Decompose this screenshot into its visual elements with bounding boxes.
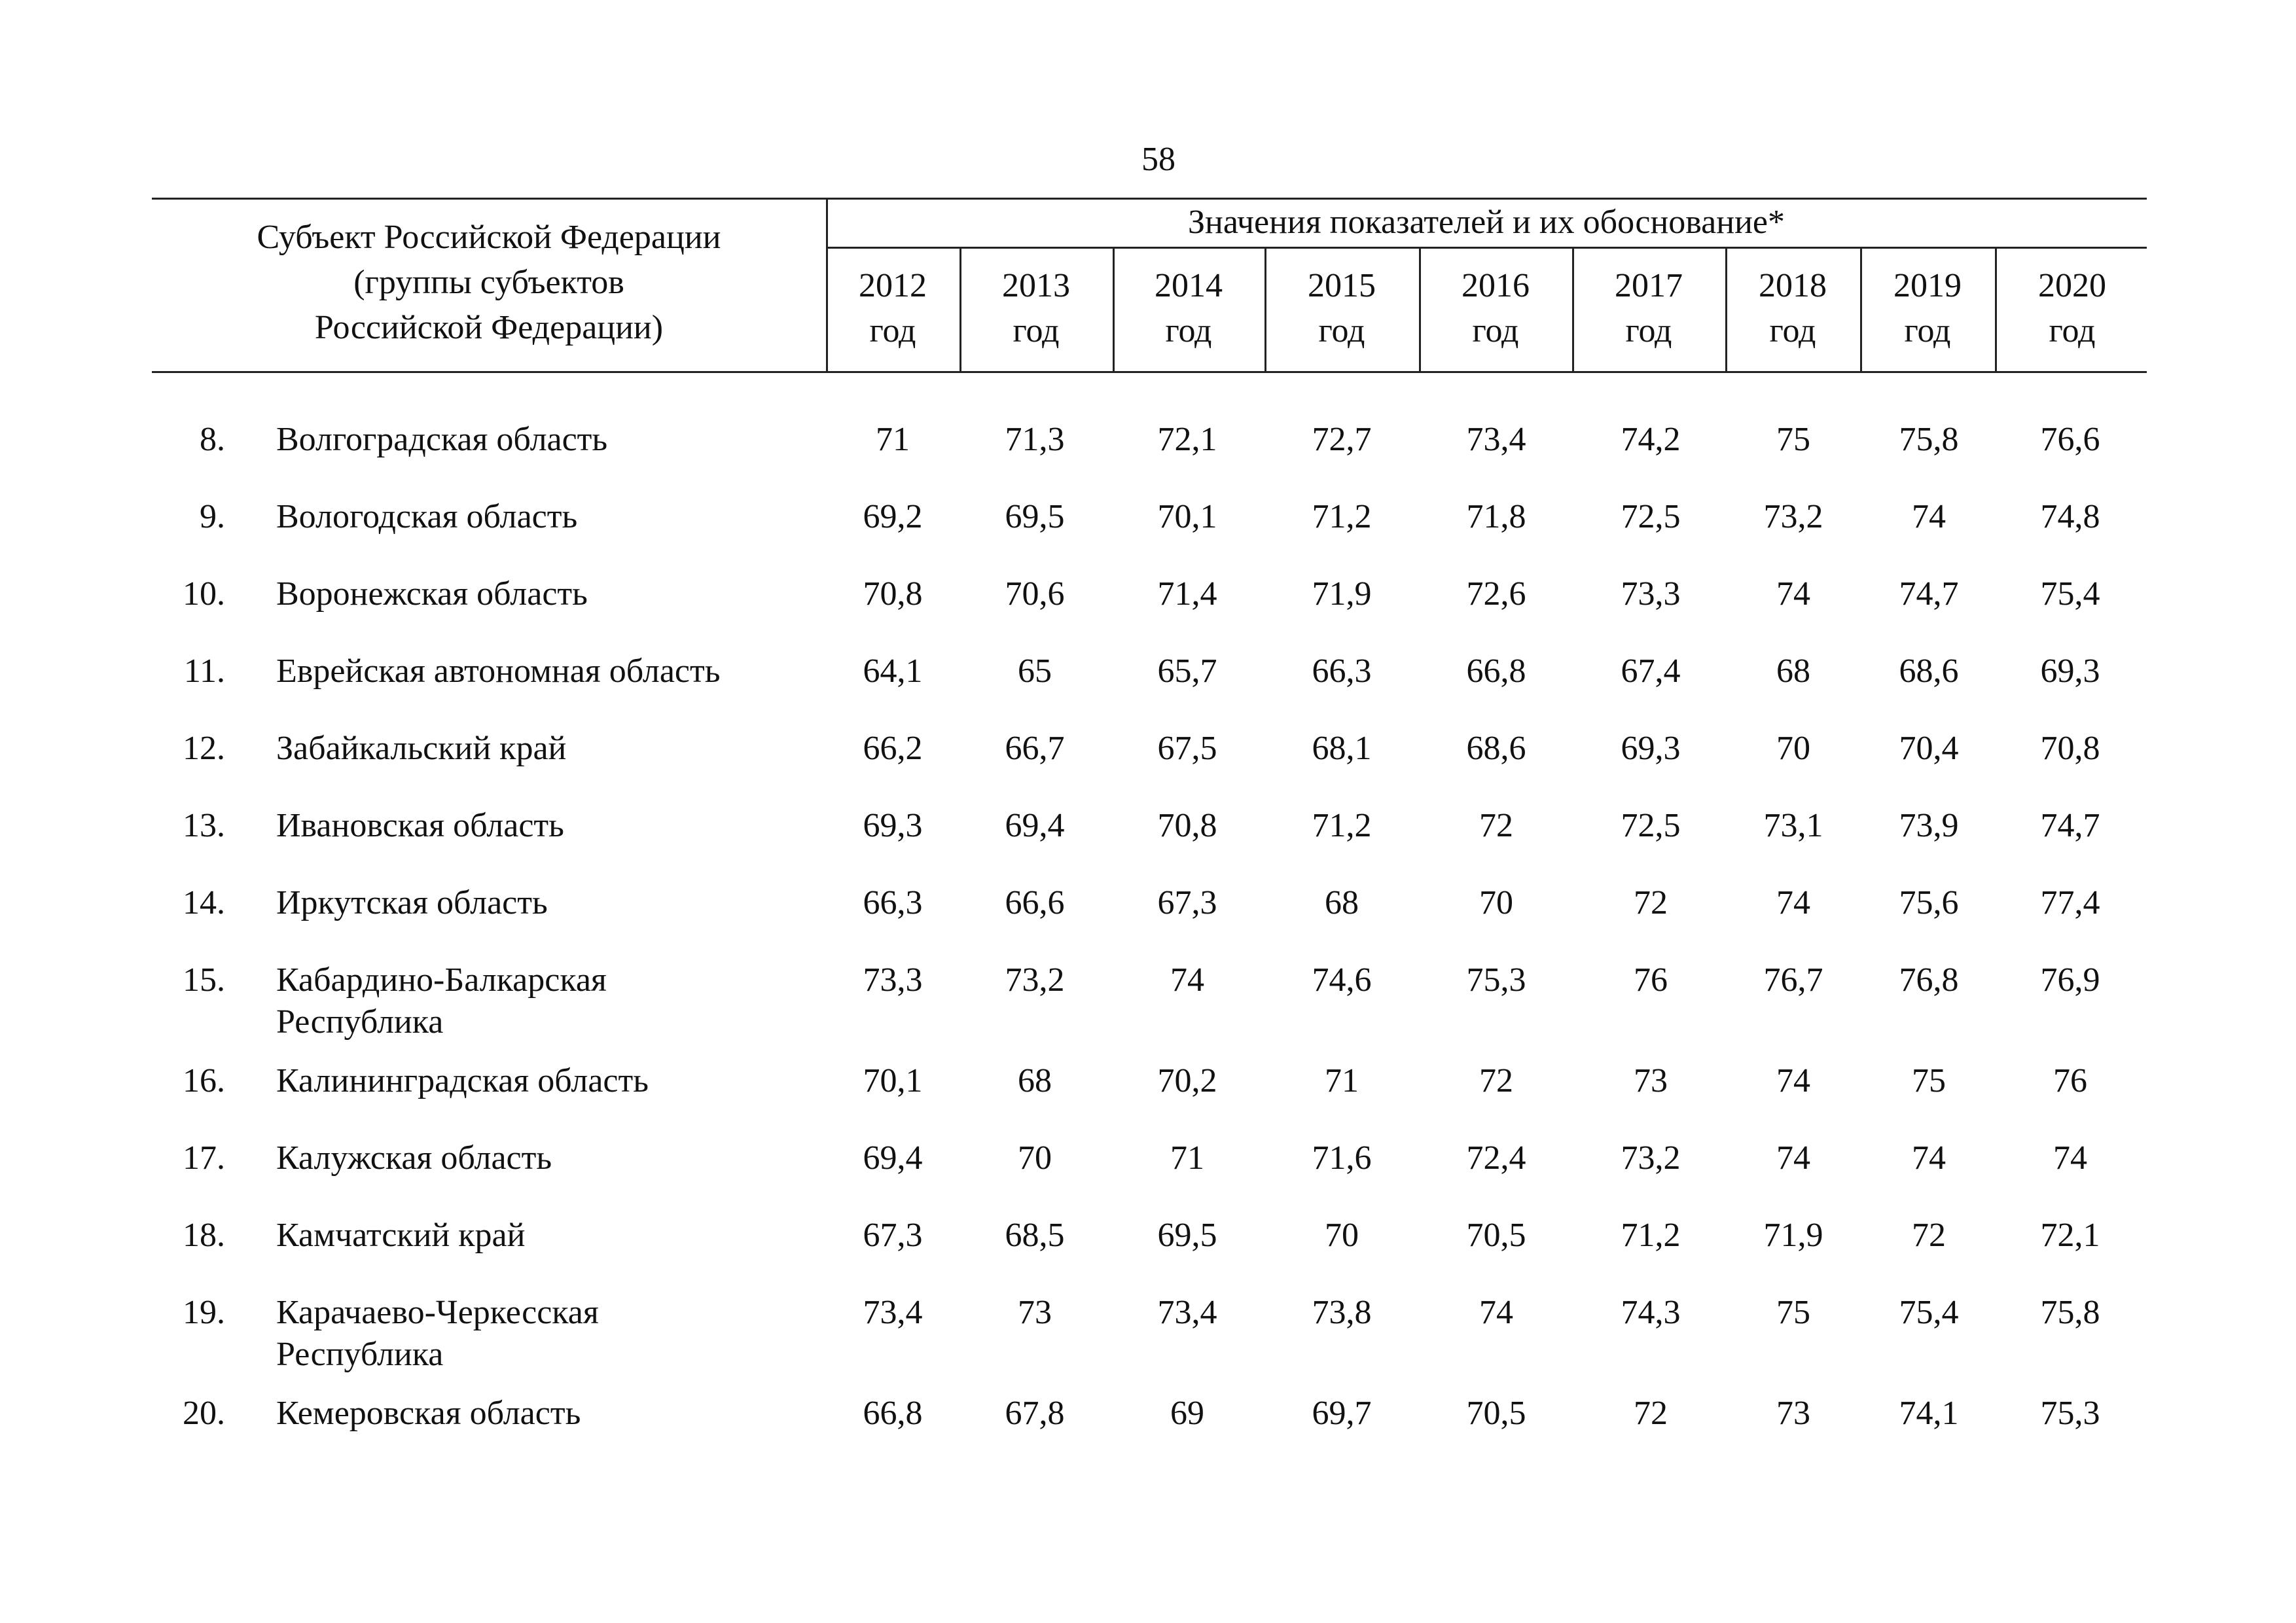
year-header-cell bbox=[1575, 263, 1723, 353]
table-top-rule bbox=[152, 198, 2147, 200]
subject-name bbox=[276, 651, 819, 692]
year-label: 2012 bbox=[859, 267, 927, 304]
value-cell: 73 bbox=[1776, 1395, 1810, 1432]
subject-name bbox=[276, 496, 819, 538]
value-cell: 73,4 bbox=[1466, 421, 1526, 458]
row-number: 17. bbox=[183, 1139, 225, 1177]
column-divider bbox=[1572, 247, 1574, 371]
value-cell: 71 bbox=[1325, 1062, 1359, 1099]
year-label: 2019 bbox=[1893, 267, 1962, 304]
row-number: 13. bbox=[183, 807, 225, 844]
value-cell: 72 bbox=[1479, 1062, 1513, 1099]
value-cell: 71,4 bbox=[1157, 575, 1217, 613]
subject-name-line: Вологодская область bbox=[276, 498, 578, 535]
value-cell: 66,6 bbox=[1005, 884, 1065, 921]
year-unit: год bbox=[869, 312, 916, 349]
value-cell: 73,2 bbox=[1621, 1139, 1681, 1177]
value-cell: 68,6 bbox=[1899, 652, 1959, 690]
value-cell: 70,8 bbox=[1157, 807, 1217, 844]
year-label: 2016 bbox=[1462, 267, 1530, 304]
value-cell: 75,3 bbox=[2040, 1395, 2100, 1432]
subject-name bbox=[276, 882, 819, 924]
value-cell: 73 bbox=[1018, 1294, 1052, 1331]
value-cell: 69,5 bbox=[1005, 498, 1065, 535]
year-label: 2018 bbox=[1759, 267, 1827, 304]
value-cell: 72 bbox=[1634, 1395, 1668, 1432]
value-cell: 75,3 bbox=[1466, 961, 1526, 999]
header-line: (группы субъектов bbox=[353, 264, 624, 301]
year-header-cell bbox=[829, 263, 957, 353]
subject-name-line: Волгоградская область bbox=[276, 421, 608, 458]
year-header-cell bbox=[1863, 263, 1992, 353]
subject-name bbox=[276, 1215, 819, 1257]
value-cell: 73,2 bbox=[1763, 498, 1823, 535]
row-number: 14. bbox=[183, 884, 225, 921]
value-cell: 76,6 bbox=[2040, 421, 2100, 458]
year-unit: год bbox=[1165, 312, 1212, 349]
subject-name-line: Кемеровская область bbox=[276, 1395, 581, 1432]
value-cell: 71,3 bbox=[1005, 421, 1065, 458]
value-cell: 75 bbox=[1776, 1294, 1810, 1331]
value-cell: 72,6 bbox=[1466, 575, 1526, 613]
value-cell: 75 bbox=[1776, 421, 1810, 458]
row-number: 9. bbox=[200, 498, 225, 535]
value-cell: 73,2 bbox=[1005, 961, 1065, 999]
value-cell: 72 bbox=[1479, 807, 1513, 844]
value-cell: 67,5 bbox=[1157, 730, 1217, 767]
year-header-cell bbox=[1115, 263, 1262, 353]
value-cell: 70,6 bbox=[1005, 575, 1065, 613]
subject-name bbox=[276, 805, 819, 847]
value-cell: 77,4 bbox=[2040, 884, 2100, 921]
subject-name-line: Еврейская автономная область bbox=[276, 652, 721, 690]
value-cell: 73,8 bbox=[1312, 1294, 1372, 1331]
subject-column-header bbox=[152, 215, 826, 350]
subject-name-line: Ивановская область bbox=[276, 807, 564, 844]
year-unit: год bbox=[1625, 312, 1672, 349]
subject-name-line: Республика bbox=[276, 1003, 444, 1041]
value-cell: 70,1 bbox=[863, 1062, 923, 1099]
value-cell: 76,9 bbox=[2040, 961, 2100, 999]
year-unit: год bbox=[1472, 312, 1519, 349]
value-cell: 65,7 bbox=[1157, 652, 1217, 690]
column-divider bbox=[1995, 247, 1997, 371]
value-cell: 74,7 bbox=[1899, 575, 1959, 613]
value-cell: 72 bbox=[1634, 884, 1668, 921]
value-cell: 72 bbox=[1912, 1217, 1946, 1254]
value-cell: 66,7 bbox=[1005, 730, 1065, 767]
year-unit: год bbox=[1318, 312, 1365, 349]
row-number: 20. bbox=[183, 1395, 225, 1432]
subject-name bbox=[276, 728, 819, 770]
subject-name bbox=[276, 1292, 819, 1376]
row-number: 11. bbox=[183, 652, 225, 690]
value-cell: 67,4 bbox=[1621, 652, 1681, 690]
year-label: 2017 bbox=[1615, 267, 1683, 304]
year-header-cell bbox=[1998, 263, 2147, 353]
row-number: 16. bbox=[183, 1062, 225, 1099]
subject-name-line: Камчатский край bbox=[276, 1217, 526, 1254]
value-cell: 66,3 bbox=[863, 884, 923, 921]
value-cell: 70,5 bbox=[1466, 1395, 1526, 1432]
subject-name bbox=[276, 1137, 819, 1179]
row-number: 15. bbox=[183, 961, 225, 999]
value-cell: 74 bbox=[1912, 498, 1946, 535]
value-cell: 74,6 bbox=[1312, 961, 1372, 999]
value-cell: 69,5 bbox=[1157, 1217, 1217, 1254]
value-cell: 71,9 bbox=[1312, 575, 1372, 613]
value-cell: 73,1 bbox=[1763, 807, 1823, 844]
value-cell: 71 bbox=[876, 421, 910, 458]
value-cell: 74,1 bbox=[1899, 1395, 1959, 1432]
value-cell: 71,2 bbox=[1621, 1217, 1681, 1254]
value-cell: 68,6 bbox=[1466, 730, 1526, 767]
value-cell: 74,7 bbox=[2040, 807, 2100, 844]
value-cell: 73,4 bbox=[1157, 1294, 1217, 1331]
value-cell: 68 bbox=[1776, 652, 1810, 690]
value-cell: 74 bbox=[2053, 1139, 2087, 1177]
row-number: 19. bbox=[183, 1294, 225, 1331]
value-cell: 66,3 bbox=[1312, 652, 1372, 690]
value-cell: 76,8 bbox=[1899, 961, 1959, 999]
value-cell: 71,8 bbox=[1466, 498, 1526, 535]
table-header-bottom-rule bbox=[152, 371, 2147, 373]
value-cell: 75,8 bbox=[2040, 1294, 2100, 1331]
subject-name-line: Кабардино-Балкарская bbox=[276, 961, 607, 999]
year-unit: год bbox=[2049, 312, 2096, 349]
subject-name bbox=[276, 959, 819, 1043]
year-unit: год bbox=[1904, 312, 1951, 349]
value-cell: 69,3 bbox=[2040, 652, 2100, 690]
subject-name-line: Калужская область bbox=[276, 1139, 552, 1177]
subject-name-line: Воронежская область bbox=[276, 575, 588, 613]
year-label: 2020 bbox=[2038, 267, 2106, 304]
value-cell: 74 bbox=[1170, 961, 1204, 999]
value-cell: 70,1 bbox=[1157, 498, 1217, 535]
value-cell: 76 bbox=[1634, 961, 1668, 999]
value-cell: 71 bbox=[1170, 1139, 1204, 1177]
value-cell: 75,6 bbox=[1899, 884, 1959, 921]
value-cell: 72,7 bbox=[1312, 421, 1372, 458]
value-cell: 75,4 bbox=[2040, 575, 2100, 613]
value-cell: 69,4 bbox=[863, 1139, 923, 1177]
subject-name-line: Карачаево-Черкесская bbox=[276, 1294, 599, 1331]
year-unit: год bbox=[1769, 312, 1816, 349]
column-divider bbox=[1265, 247, 1266, 371]
value-cell: 74,8 bbox=[2040, 498, 2100, 535]
value-cell: 75,8 bbox=[1899, 421, 1959, 458]
value-cell: 70,4 bbox=[1899, 730, 1959, 767]
row-number: 8. bbox=[200, 421, 225, 458]
values-group-header: Значения показателей и их обоснование* bbox=[1187, 204, 1785, 241]
column-divider bbox=[1860, 247, 1862, 371]
value-cell: 70,2 bbox=[1157, 1062, 1217, 1099]
value-cell: 66,2 bbox=[863, 730, 923, 767]
year-header-cell bbox=[1267, 263, 1416, 353]
value-cell: 67,3 bbox=[1157, 884, 1217, 921]
value-cell: 72,5 bbox=[1621, 498, 1681, 535]
year-label: 2015 bbox=[1308, 267, 1376, 304]
value-cell: 73,3 bbox=[1621, 575, 1681, 613]
values-header-rule bbox=[826, 247, 2147, 249]
year-unit: год bbox=[1013, 312, 1060, 349]
value-cell: 71,2 bbox=[1312, 807, 1372, 844]
value-cell: 74 bbox=[1776, 884, 1810, 921]
value-cell: 69 bbox=[1170, 1395, 1204, 1432]
year-header-cell bbox=[962, 263, 1110, 353]
value-cell: 70,8 bbox=[863, 575, 923, 613]
value-cell: 75 bbox=[1912, 1062, 1946, 1099]
value-cell: 73,4 bbox=[863, 1294, 923, 1331]
value-cell: 67,8 bbox=[1005, 1395, 1065, 1432]
value-cell: 72,4 bbox=[1466, 1139, 1526, 1177]
value-cell: 72,5 bbox=[1621, 807, 1681, 844]
value-cell: 67,3 bbox=[863, 1217, 923, 1254]
subject-name bbox=[276, 419, 819, 461]
year-label: 2013 bbox=[1002, 267, 1070, 304]
value-cell: 74,2 bbox=[1621, 421, 1681, 458]
value-cell: 70,5 bbox=[1466, 1217, 1526, 1254]
value-cell: 70,8 bbox=[2040, 730, 2100, 767]
value-cell: 71,6 bbox=[1312, 1139, 1372, 1177]
page-number: 58 bbox=[1141, 141, 1175, 178]
subject-name bbox=[276, 573, 819, 615]
header-line: Субъект Российской Федерации bbox=[257, 219, 721, 256]
subject-name bbox=[276, 1060, 819, 1102]
subject-name-line: Иркутская область bbox=[276, 884, 548, 921]
value-cell: 68 bbox=[1325, 884, 1359, 921]
value-cell: 66,8 bbox=[1466, 652, 1526, 690]
value-cell: 74,3 bbox=[1621, 1294, 1681, 1331]
value-cell: 69,3 bbox=[1621, 730, 1681, 767]
value-cell: 70 bbox=[1776, 730, 1810, 767]
value-cell: 64,1 bbox=[863, 652, 923, 690]
year-label: 2014 bbox=[1155, 267, 1223, 304]
column-divider bbox=[1419, 247, 1421, 371]
value-cell: 75,4 bbox=[1899, 1294, 1959, 1331]
row-number: 10. bbox=[183, 575, 225, 613]
value-cell: 69,4 bbox=[1005, 807, 1065, 844]
value-cell: 68,1 bbox=[1312, 730, 1372, 767]
header-line: Российской Федерации) bbox=[314, 309, 664, 346]
year-header-cell bbox=[1422, 263, 1570, 353]
value-cell: 68 bbox=[1018, 1062, 1052, 1099]
value-cell: 71,2 bbox=[1312, 498, 1372, 535]
value-cell: 66,8 bbox=[863, 1395, 923, 1432]
value-cell: 74 bbox=[1912, 1139, 1946, 1177]
value-cell: 69,7 bbox=[1312, 1395, 1372, 1432]
column-divider bbox=[1725, 247, 1727, 371]
column-divider bbox=[1113, 247, 1115, 371]
value-cell: 69,3 bbox=[863, 807, 923, 844]
value-cell: 72,1 bbox=[2040, 1217, 2100, 1254]
subject-name-line: Калининградская область bbox=[276, 1062, 649, 1099]
value-cell: 73,3 bbox=[863, 961, 923, 999]
value-cell: 74 bbox=[1776, 575, 1810, 613]
column-divider bbox=[960, 247, 961, 371]
value-cell: 73 bbox=[1634, 1062, 1668, 1099]
year-header-cell bbox=[1728, 263, 1857, 353]
value-cell: 72,1 bbox=[1157, 421, 1217, 458]
row-number: 18. bbox=[183, 1217, 225, 1254]
value-cell: 74 bbox=[1776, 1139, 1810, 1177]
value-cell: 68,5 bbox=[1005, 1217, 1065, 1254]
value-cell: 71,9 bbox=[1763, 1217, 1823, 1254]
value-cell: 70 bbox=[1479, 884, 1513, 921]
subject-name bbox=[276, 1393, 819, 1435]
value-cell: 76,7 bbox=[1763, 961, 1823, 999]
value-cell: 73,9 bbox=[1899, 807, 1959, 844]
value-cell: 74 bbox=[1776, 1062, 1810, 1099]
value-cell: 70 bbox=[1018, 1139, 1052, 1177]
value-cell: 74 bbox=[1479, 1294, 1513, 1331]
value-cell: 70 bbox=[1325, 1217, 1359, 1254]
value-cell: 69,2 bbox=[863, 498, 923, 535]
subject-name-line: Республика bbox=[276, 1336, 444, 1373]
value-cell: 76 bbox=[2053, 1062, 2087, 1099]
value-cell: 65 bbox=[1018, 652, 1052, 690]
row-number: 12. bbox=[183, 730, 225, 767]
subject-name-line: Забайкальский край bbox=[276, 730, 567, 767]
